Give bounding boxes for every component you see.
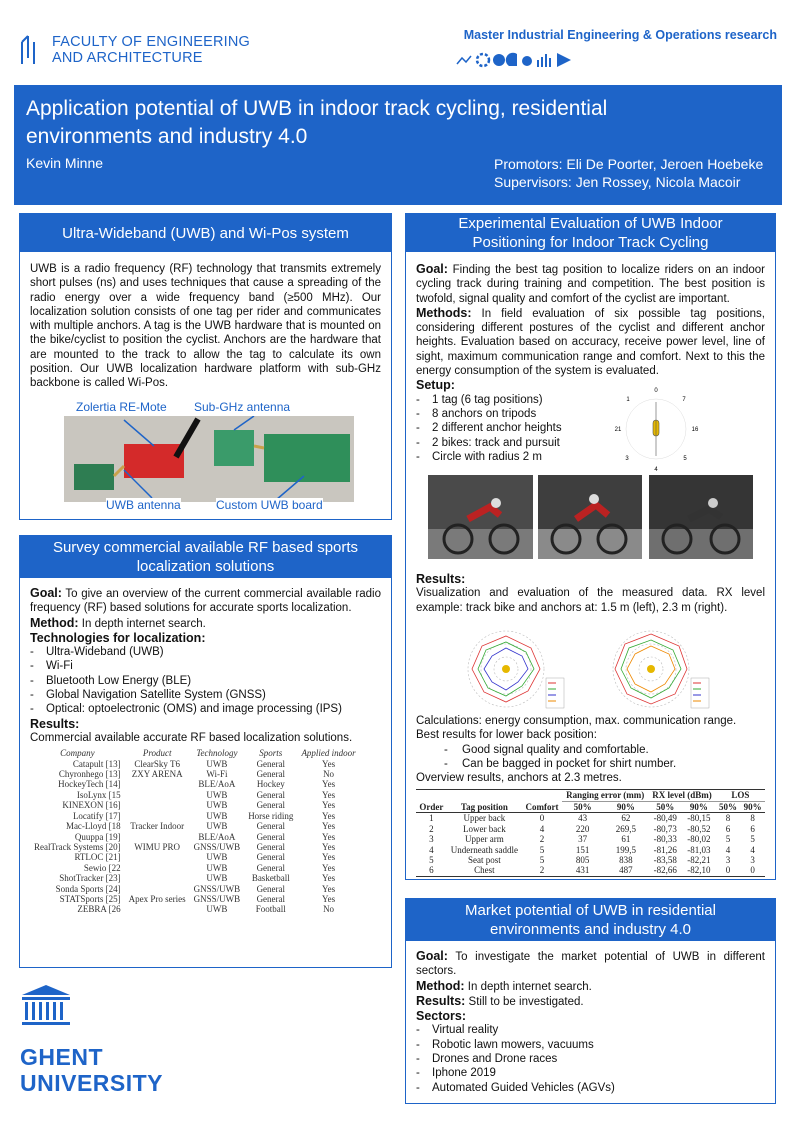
ghent-university-logo [20, 985, 163, 1096]
table-cell: No [323, 769, 335, 780]
table-cell: -80,52 [687, 823, 711, 834]
table-cell: General [256, 841, 286, 852]
table-cell: -81,26 [653, 844, 677, 855]
table-cell: Lower back [463, 823, 506, 834]
best-text: Best results for lower back position: [416, 729, 597, 742]
table-cell: 61 [621, 834, 631, 845]
table-cell: General [256, 852, 286, 863]
table-cell: Underneath saddle [450, 844, 518, 855]
results-text: Still to be investigated. [465, 995, 584, 1008]
anchor-label: 0 [654, 388, 658, 394]
table-cell: Yes [322, 779, 336, 790]
goal-text: Finding the best tag position to localize riders on an indoor cycling track during training and competition. The best position is twofold, signal quality and comfort of the cyclist are important. [416, 264, 765, 305]
table-header: Product [142, 748, 172, 759]
table-cell: Yes [322, 841, 336, 852]
table-cell: Yes [322, 862, 336, 873]
survey-results-text: Commercial available accurate RF based localization solutions. [30, 731, 353, 744]
experiment-goal [416, 262, 765, 306]
goal-text: To investigate the market potential of UWB in different sectors. [416, 951, 765, 978]
table-header: Order [416, 801, 447, 812]
title-line-1: Application potential of UWB in indoor track cycling, residential [26, 97, 608, 120]
goal-label: Goal: [30, 586, 62, 600]
table-cell: Tracker Indoor [130, 821, 185, 832]
method-label: Method: [30, 615, 79, 630]
hardware-label-remote: Zolertia RE-Mote [76, 400, 167, 414]
promotors-block [494, 155, 763, 191]
table-cell: KINEXON [16] [62, 800, 121, 811]
table-cell: RealTrack Systems [20] [34, 841, 121, 852]
author: Kevin Minne [26, 155, 104, 171]
table-cell: 4 [750, 844, 755, 855]
table-header: 90% [682, 801, 716, 812]
table-cell: -80,33 [653, 834, 677, 845]
market-goal [416, 949, 765, 979]
table-cell: 1 [429, 813, 434, 824]
table-cell: -80,49 [653, 813, 677, 824]
sectors-list [416, 1023, 765, 1094]
table-cell: Sonda Sports [24] [55, 883, 121, 894]
goal-label: Goal: [416, 262, 448, 276]
table-cell: Yes [322, 893, 336, 904]
table-cell: Mac-Lloyd [18 [65, 821, 121, 832]
experiment-section [405, 213, 776, 880]
table-cell: UWB [206, 852, 228, 863]
list-item: - Can be bagged in pocket for shirt number. [416, 757, 765, 771]
table-cell: 62 [621, 813, 631, 824]
list-item: - Optical: optoelectronic (OMS) and image processing (IPS) [30, 702, 381, 716]
list-item: - Ultra-Wideband (UWB) [30, 645, 381, 659]
table-row [30, 884, 360, 894]
experiment-title-line-2: Positioning for Indoor Track Cycling [472, 234, 709, 251]
table-header: Sports [259, 748, 283, 759]
wipos-hardware-photo [64, 416, 354, 506]
table-cell: 5 [429, 854, 434, 865]
table-cell: Yes [322, 821, 336, 832]
table-cell: 5 [539, 844, 545, 855]
list-item: - Circle with radius 2 m [416, 450, 765, 464]
program-icons [455, 50, 575, 70]
table-row [30, 779, 360, 789]
table-cell: 3 [429, 834, 434, 845]
table-cell: -82,21 [687, 854, 711, 865]
list-item: - 2 bikes: track and pursuit [416, 436, 765, 450]
table-row [30, 800, 360, 810]
uwb-section-title: Ultra-Wideband (UWB) and Wi-Pos system [20, 214, 391, 252]
table-cell: 151 [575, 844, 590, 855]
survey-results-heading: Results: [30, 716, 80, 731]
tech-heading: Technologies for localization: [30, 630, 206, 645]
table-cell: -83,58 [653, 854, 677, 865]
table-cell: 8 [750, 813, 755, 824]
table-header: LOS [716, 790, 765, 801]
table-row [30, 873, 360, 883]
survey-table [30, 748, 360, 915]
table-cell: 5 [539, 854, 545, 865]
table-cell: Wi-Fi [206, 769, 228, 780]
list-item: - Iphone 2019 [416, 1066, 765, 1080]
table-row [416, 855, 765, 865]
cyclist-photo-1 [428, 475, 533, 559]
table-header: Tag position [447, 801, 522, 812]
table-header: Company [60, 748, 95, 759]
table-row [30, 790, 360, 800]
table-cell: 37 [578, 834, 588, 845]
table-cell: Yes [322, 800, 336, 811]
table-cell: 3 [750, 854, 755, 865]
table-cell: RTLOC [21] [74, 852, 121, 863]
table-cell: 0 [539, 813, 545, 824]
table-cell: 487 [603, 865, 648, 876]
table-cell: No [323, 904, 335, 915]
market-method [416, 979, 765, 994]
table-cell: ZXY ARENA [131, 769, 183, 780]
title-banner [14, 85, 782, 205]
survey-section-title [20, 536, 391, 578]
table-cell [125, 811, 190, 821]
table-header: Ranging error (mm) [562, 790, 648, 801]
table-cell: 269,5 [615, 823, 636, 834]
table-cell: 2 [429, 823, 434, 834]
table-cell: Yes [322, 883, 336, 894]
master-program-title: Master Industrial Engineering & Operations research [463, 28, 777, 42]
anchor-label: 21 [614, 427, 622, 433]
table-cell: Chyronhego [13] [58, 769, 121, 780]
table-cell [125, 800, 190, 810]
survey-title-line-1: Survey commercial available RF based sports [52, 539, 359, 556]
table-cell [125, 884, 190, 894]
rx-level-radar-right [601, 626, 711, 712]
table-cell: -82,10 [682, 865, 716, 876]
experiment-title-line-1: Experimental Evaluation of UWB Indoor [458, 215, 723, 232]
table-cell: 6 [416, 865, 447, 876]
table-row [30, 832, 360, 842]
table-cell: GNSS/UWB [193, 883, 241, 894]
table-cell: Yes [322, 873, 336, 884]
overview-text: Overview results, anchors at 2.3 metres. [416, 772, 622, 785]
table-row [30, 759, 360, 769]
table-cell [125, 779, 190, 789]
anchor-label: 1 [626, 397, 630, 403]
table-row [416, 824, 765, 834]
survey-method [30, 616, 381, 631]
anchor-layout-diagram [611, 384, 701, 474]
setup-heading: Setup: [416, 378, 455, 393]
survey-title-line-2: localization solutions [136, 558, 275, 575]
table-cell: 4 [725, 844, 731, 855]
anchor-label: 4 [654, 467, 658, 473]
table-row [30, 863, 360, 873]
list-item: - Virtual reality [416, 1023, 765, 1037]
hardware-label-subghz: Sub-GHz antenna [194, 400, 291, 414]
survey-goal [30, 586, 381, 616]
table-header: 50% [648, 801, 682, 812]
table-cell [125, 904, 190, 914]
table-cell: 2 [522, 865, 562, 876]
table-cell: 838 [619, 854, 633, 865]
table-row [30, 904, 360, 914]
table-row [30, 894, 360, 904]
table-cell [125, 863, 190, 873]
table-header: Applied indoor [301, 748, 356, 759]
table-cell: GNSS/UWB [193, 841, 241, 852]
table-cell: General [256, 821, 286, 832]
table-cell: General [256, 831, 286, 842]
method-label: Method: [416, 978, 465, 993]
table-cell [125, 832, 190, 842]
anchor-label: 5 [683, 456, 687, 462]
hardware-label-antenna: UWB antenna [106, 498, 181, 512]
table-cell: WIMU PRO [134, 841, 181, 852]
table-cell: UWB [206, 810, 228, 821]
list-item: - Drones and Drone races [416, 1052, 765, 1066]
table-row [30, 769, 360, 779]
table-header: 90% [740, 801, 765, 812]
table-cell: ZEBRA [26 [77, 904, 121, 915]
table-cell: 6 [725, 823, 731, 834]
table-row [30, 811, 360, 821]
table-row [416, 865, 765, 876]
poster-title [26, 95, 770, 151]
table-cell: 199,5 [615, 844, 636, 855]
table-cell: General [256, 862, 286, 873]
experiment-results-heading: Results: [416, 572, 466, 586]
list-item: - 1 tag (6 tag positions) [416, 393, 765, 407]
table-cell: -80,15 [687, 813, 711, 824]
faculty-logo [20, 34, 250, 66]
experiment-results-text: Visualization and evaluation of the measured data. RX level example: track bike and anchors at: 1.5 m (left), 2.3 m (right). [416, 587, 765, 614]
table-cell: 805 [575, 854, 590, 865]
table-cell: Hockey [256, 779, 285, 790]
table-cell: General [256, 893, 286, 904]
table-cell [125, 873, 190, 883]
ugent-line1: GHENT [20, 1044, 103, 1070]
table-cell: 220 [575, 823, 590, 834]
faculty-emblem-icon [20, 34, 44, 64]
table-cell: ClearSky T6 [134, 758, 180, 769]
goal-label: Goal: [416, 949, 448, 963]
table-cell: General [256, 789, 286, 800]
setup-list [416, 393, 765, 464]
market-section-title [406, 899, 775, 941]
table-cell: 5 [725, 834, 731, 845]
table-header: Comfort [522, 801, 562, 812]
table-cell: UWB [206, 789, 228, 800]
calc-text: Calculations: energy consumption, max. communication range. [416, 715, 737, 727]
anchor-label: 16 [691, 427, 699, 433]
table-cell: Yes [322, 758, 336, 769]
table-cell [125, 790, 190, 800]
table-row [30, 852, 360, 862]
table-cell [125, 852, 190, 862]
list-item: - Wi-Fi [30, 659, 381, 673]
market-results [416, 994, 765, 1009]
table-cell: Seat post [468, 854, 501, 865]
table-cell: UWB [206, 758, 228, 769]
table-cell: Basketball [251, 873, 290, 884]
table-cell: 0 [740, 865, 765, 876]
uwb-section [19, 213, 392, 520]
list-item: - Bluetooth Low Energy (BLE) [30, 674, 381, 688]
supervisors: Supervisors: Jen Rossey, Nicola Macoir [494, 174, 741, 190]
method-text: In depth internet search. [78, 617, 206, 630]
table-cell: -81,03 [687, 844, 711, 855]
university-building-icon [20, 985, 72, 1027]
table-cell: General [256, 758, 286, 769]
table-cell: UWB [206, 873, 228, 884]
table-cell: General [256, 769, 286, 780]
cyclist-photo-2 [538, 475, 642, 559]
table-cell: Sewio [22 [83, 862, 121, 873]
table-cell: 8 [725, 813, 731, 824]
table-cell: 431 [562, 865, 603, 876]
table-cell: Locatify [17] [72, 810, 121, 821]
table-cell: UWB [206, 862, 228, 873]
table-cell: 0 [716, 865, 741, 876]
table-cell: 6 [750, 823, 755, 834]
method-text: In depth internet search. [464, 980, 592, 993]
uwb-description: UWB is a radio frequency (RF) technology that transmits extremely short pulses (ns) and uses techniques that cause a spreading of the radio energy over a wide frequency band (≥500 MHz). Our localization solution consists of one tag per rider and communicates with multiple anchors. A tag is the UWB hardware that is mounted on the bike/cyclist to position the cyclist. Anchors are the hardware that are mounted to the track to allow the tag to calculate its own position. Our UWB localization hardware platform with sub-GHz backbone is called Wi-Pos. [30, 263, 381, 390]
table-cell: BLE/AoA [198, 779, 236, 790]
experiment-methods [416, 306, 765, 378]
table-row [30, 842, 360, 852]
table-cell: -82,66 [648, 865, 682, 876]
table-cell: General [256, 800, 286, 811]
table-cell: Football [255, 904, 286, 915]
table-cell: 4 [539, 823, 545, 834]
tech-list [30, 645, 381, 716]
table-cell: -80,02 [687, 834, 711, 845]
table-cell: UWB [206, 800, 228, 811]
goal-text: To give an overview of the current commercial available radio frequency (RF) based solutions for accurate sports localization. [30, 588, 381, 615]
list-item: - Automated Guided Vehicles (AGVs) [416, 1081, 765, 1095]
table-cell: Upper arm [465, 834, 504, 845]
table-cell: 5 [750, 834, 755, 845]
wipos-hardware-figure [64, 396, 354, 514]
table-cell: Yes [322, 852, 336, 863]
table-cell: Apex Pro series [128, 893, 186, 904]
table-cell: ShotTracker [23] [59, 873, 121, 884]
table-cell: BLE/AoA [198, 831, 236, 842]
list-item: - Global Navigation Satellite System (GNSS) [30, 688, 381, 702]
methods-text: In field evaluation of six possible tag positions, considering different postures of the cyclist and different anchor heights. Evaluation based on accuracy, receive power level, line of sight, maximum communication range and comfort. Next to this the energy consumption of the system is evaluated. [416, 307, 765, 378]
table-cell: -80,73 [653, 823, 677, 834]
table-cell: GNSS/UWB [193, 893, 241, 904]
table-row [416, 845, 765, 855]
table-header: RX level (dBm) [648, 790, 715, 801]
table-cell: UWB [206, 821, 228, 832]
list-item: - 2 different anchor heights [416, 421, 765, 435]
table-cell: Quuppa [19] [74, 831, 121, 842]
table-cell: 3 [725, 854, 731, 865]
table-cell: Yes [322, 831, 336, 842]
table-header: Technology [196, 748, 238, 759]
rx-level-radar-left [456, 626, 566, 712]
list-item: - Good signal quality and comfortable. [416, 743, 765, 757]
table-cell: IsoLynx [15 [76, 789, 121, 800]
table-cell: Upper back [463, 813, 506, 824]
table-row [30, 821, 360, 831]
table-cell: Chest [447, 865, 522, 876]
table-cell: 43 [578, 813, 588, 824]
table-cell: HockeyTech [14] [58, 779, 121, 790]
table-cell: 4 [429, 844, 434, 855]
faculty-name-line1: FACULTY OF ENGINEERING [52, 34, 251, 50]
overview-table [416, 789, 765, 876]
cyclist-photo-3 [649, 475, 753, 559]
table-header: 90% [603, 801, 648, 812]
list-item: - 8 anchors on tripods [416, 407, 765, 421]
table-cell: Catapult [13] [72, 758, 121, 769]
list-item: - Robotic lawn mowers, vacuums [416, 1038, 765, 1052]
market-title-line-1: Market potential of UWB in residential [465, 902, 716, 919]
market-title-line-2: environments and industry 4.0 [490, 921, 691, 938]
experiment-section-title [406, 214, 775, 252]
methods-label: Methods: [416, 305, 472, 320]
table-row [416, 813, 765, 824]
table-cell: Horse riding [248, 810, 294, 821]
survey-section [19, 535, 392, 968]
table-cell: Yes [322, 810, 336, 821]
anchor-label: 7 [682, 397, 686, 403]
faculty-name-line2: AND ARCHITECTURE [52, 50, 203, 66]
sectors-heading: Sectors: [416, 1009, 467, 1024]
title-line-2: environments and industry 4.0 [26, 125, 308, 148]
results-label: Results: [416, 993, 466, 1008]
best-list [416, 743, 765, 772]
table-cell: Yes [322, 789, 336, 800]
ugent-line2: UNIVERSITY [20, 1070, 164, 1096]
table-cell: STATSports [25] [59, 893, 121, 904]
anchor-label: 3 [625, 456, 629, 462]
promotors: Promotors: Eli De Poorter, Jeroen Hoebeke [494, 156, 764, 172]
table-row [416, 834, 765, 844]
hardware-label-board: Custom UWB board [216, 498, 323, 512]
table-cell: UWB [206, 904, 228, 915]
table-cell: General [256, 883, 286, 894]
market-section [405, 898, 776, 1104]
table-header: 50% [562, 801, 603, 812]
table-cell: 2 [539, 834, 545, 845]
table-header: 50% [716, 801, 741, 812]
